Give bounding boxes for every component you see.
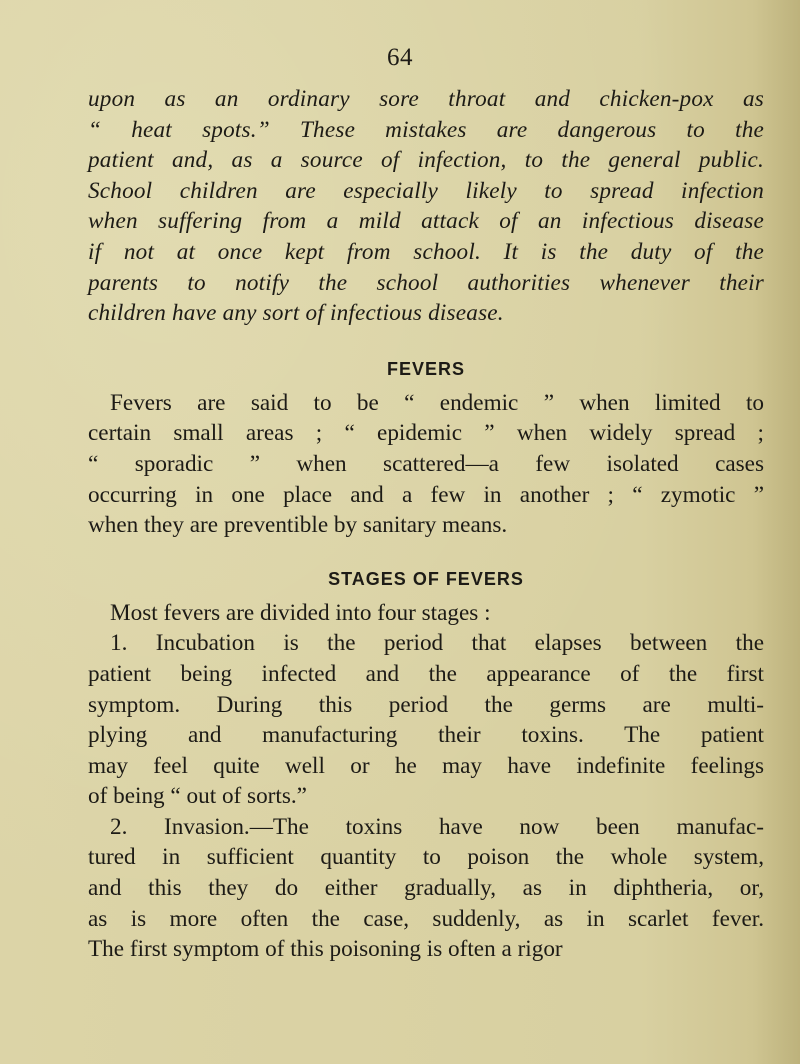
page-content [88, 84, 764, 965]
text-line: if not at once kept from school. It is the duty of the [88, 238, 764, 265]
text-line: symptom. During this period the germs are multi- [88, 691, 764, 718]
text-line: when suffering from a mild attack of an infectious disease [88, 208, 764, 235]
stage-1-paragraph [88, 628, 764, 812]
text-line: occurring in one place and a few in another ; “ zymotic ” [88, 481, 764, 508]
text-line: upon as an ordinary sore throat and chicken-pox as [88, 86, 764, 112]
fevers-paragraph [88, 388, 764, 541]
text-line: 2. Invasion.—The toxins have now been manufac- [110, 813, 764, 840]
text-line: parents to notify the school authorities whenever their [88, 269, 764, 296]
text-line: School children are especially likely to spread infection [88, 177, 764, 204]
page-number: 64 [387, 44, 413, 71]
text-line: Fevers are said to be “ endemic ” when limited to [110, 389, 764, 416]
text-line: certain small areas ; “ epidemic ” when widely spread ; [88, 420, 764, 447]
text-line: “ heat spots.” These mistakes are dangerous to the [88, 116, 764, 143]
text-line: patient being infected and the appearance of the first [88, 660, 764, 687]
stages-intro [88, 598, 764, 629]
text-line: children have any sort of infectious disease. [88, 300, 504, 327]
text-line: as is more often the case, suddenly, as in scarlet fever. [88, 905, 764, 932]
text-line: The first symptom of this poisoning is often a rigor [88, 936, 563, 963]
text-line: plying and manufacturing their toxins. The patient [88, 722, 764, 749]
section-heading-fevers: FEVERS [386, 358, 466, 379]
text-line: tured in sufficient quantity to poison the whole system, [88, 844, 764, 871]
section-heading-stages: STAGES OF FEVERS [328, 568, 524, 589]
text-line: of being “ out of sorts.” [88, 783, 307, 810]
text-line: may feel quite well or he may have indefinite feelings [88, 752, 764, 779]
stage-2-paragraph [88, 812, 764, 965]
text-line: 1. Incubation is the period that elapses between the [110, 630, 764, 657]
text-line: Most fevers are divided into four stages : [110, 599, 491, 626]
text-line: when they are preventible by sanitary means. [88, 512, 508, 539]
text-line: patient and, as a source of infection, to the general public. [88, 147, 764, 174]
intro-paragraph [88, 84, 764, 329]
text-line: “ sporadic ” when scattered—a few isolated cases [88, 450, 764, 477]
text-line: and this they do either gradually, as in diphtheria, or, [88, 875, 764, 902]
